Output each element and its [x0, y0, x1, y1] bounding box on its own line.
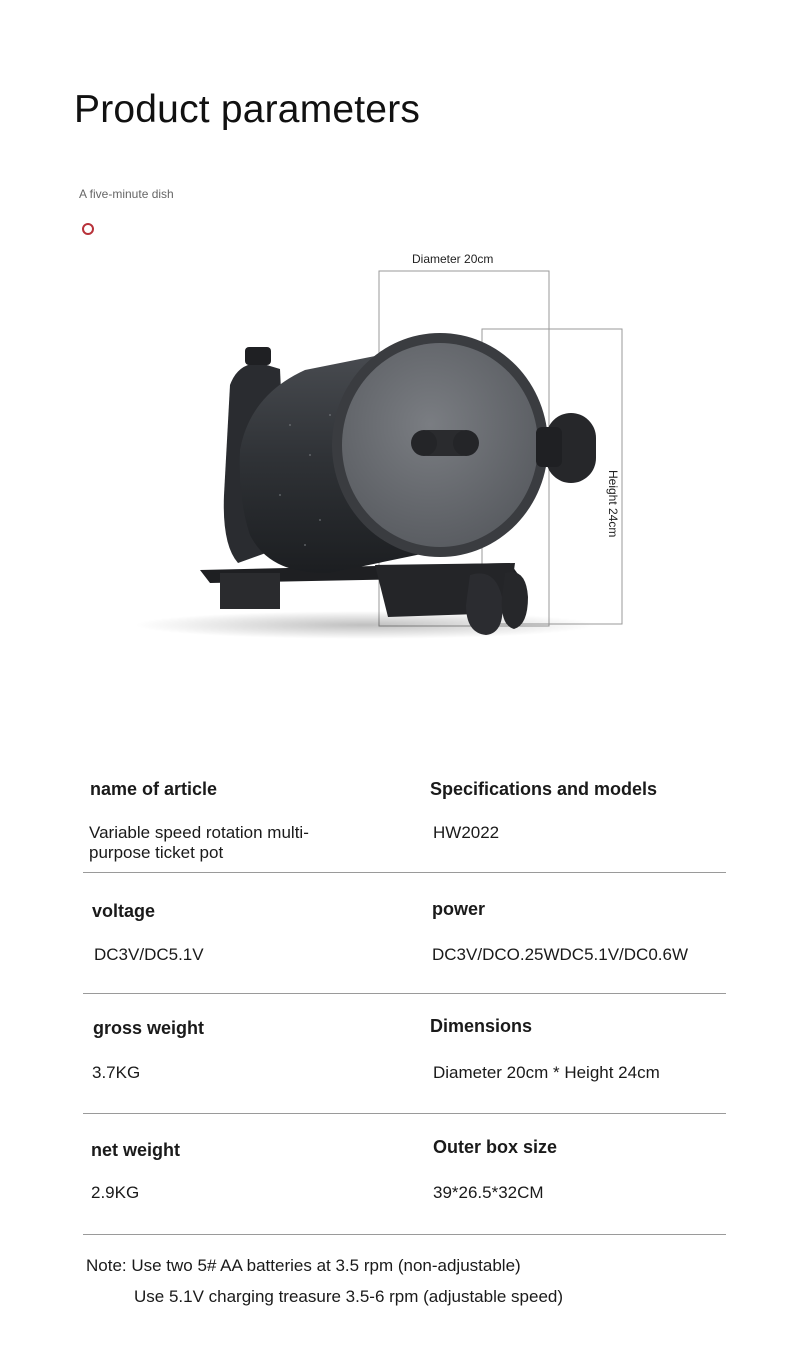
power-label: power — [432, 899, 486, 919]
name-of-article-value — [89, 823, 309, 863]
note-line-2: Use 5.1V charging treasure 3.5-6 rpm (adjustable speed) — [134, 1287, 564, 1306]
outer-box-size-label: Outer box size — [433, 1137, 558, 1157]
divider — [83, 1234, 726, 1235]
name-of-article-label: name of article — [90, 779, 218, 799]
height-label: Height 24cm — [606, 470, 620, 538]
net-weight-label: net weight — [91, 1140, 180, 1160]
model-value: HW2022 — [433, 823, 500, 842]
divider — [83, 872, 726, 873]
subtitle: A five-minute dish — [79, 187, 174, 201]
net-weight-value: 2.9KG — [91, 1183, 140, 1202]
dimensions-label: Dimensions — [430, 1016, 533, 1036]
note-line-1: Note: Use two 5# AA batteries at 3.5 rpm (non-adjustable) — [86, 1256, 521, 1275]
dimensions-value: Diameter 20cm * Height 24cm — [433, 1063, 660, 1082]
specifications-models-label: Specifications and models — [430, 779, 658, 799]
ring-dot-icon — [82, 223, 94, 235]
divider — [83, 1113, 726, 1114]
name-value-line1: Variable speed rotation multi- — [89, 823, 309, 842]
outer-box-size-value: 39*26.5*32CM — [433, 1183, 544, 1202]
product-image — [110, 245, 670, 665]
gross-weight-value: 3.7KG — [92, 1063, 141, 1082]
name-value-line2: purpose ticket pot — [89, 843, 224, 862]
divider — [83, 993, 726, 994]
power-value: DC3V/DCO.25WDC5.1V/DC0.6W — [432, 945, 689, 964]
page-title: Product parameters — [74, 88, 421, 131]
voltage-label: voltage — [92, 901, 156, 921]
gross-weight-label: gross weight — [93, 1018, 205, 1038]
diameter-label: Diameter 20cm — [412, 252, 494, 266]
voltage-value: DC3V/DC5.1V — [94, 945, 204, 964]
